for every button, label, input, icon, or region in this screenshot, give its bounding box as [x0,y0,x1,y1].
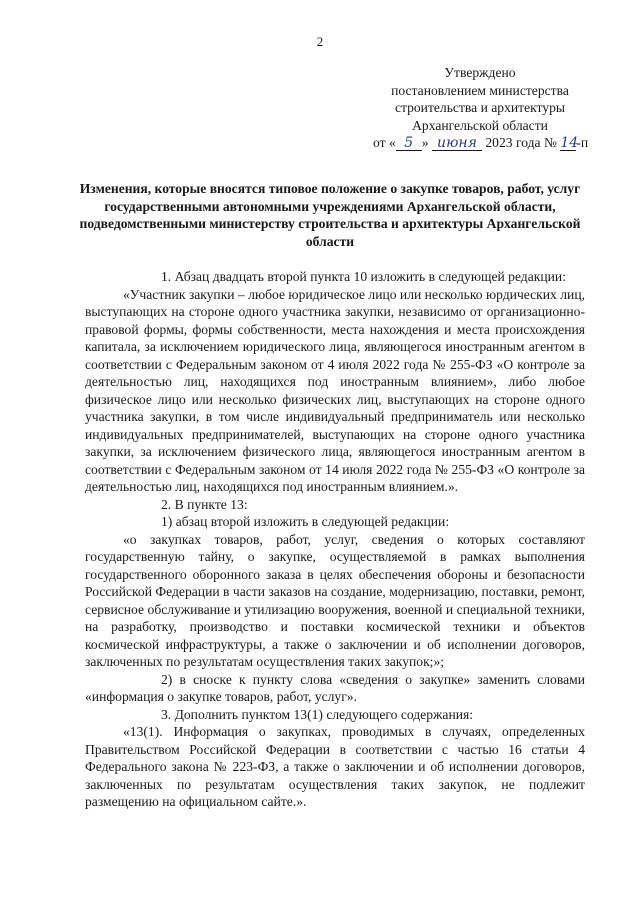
paragraph-4: 1) абзац второй изложить в следующей редакции: [161,514,450,529]
approval-block [355,64,605,152]
approval-line-2: постановлением министерства [391,82,569,98]
paragraph-2: «Участник закупки – любое юридическое лицо или несколько юрдических лиц, выступающих на стороне одного участника закупки, независимо от организационно-правовой формы, формы собственности, места нахождения и места происхождения капитала, за исключением юридического лица, являющегося иностранным агентом в соответствии с Федеральным законом от 4 июля 2022 года № 255-ФЗ «О контроле за деятельностью лиц, находящихся под иностранным влиянием», либо любое физическое лицо или несколько физических лиц, выступающих на стороне одного участника закупки, в том числе индивидуальный предприниматель или несколько индивидуальных предпринимателей, выступающих на стороне одного участника закупки, за исключением физического лица, являющегося иностранным агентом в соответствии с Федеральным законом от 14 июля 2022 года № 255-ФЗ «О контроле за деятельностью лиц, находящихся под иностранным влиянием.». [85,286,585,494]
document-title: Изменения, которые вносятся типовое положение о закупке товаров, работ, услуг государственными автономными учреждениями Архангельской области, подведомственными министерству строительства и архитектуры Архангельской области [79,181,581,249]
paragraph-3: 2. В пункте 13: [161,496,248,512]
handwritten-day: 5 [396,136,422,151]
paragraph-8: «13(1). Информация о закупках, проводимых в случаях, определенных Правительством Российской Федерации в соответствии с частью 16 статьи 4 Федерального закона № 223-ФЗ, а также о заключении и об исполнении договоров, заключенных по результатам осуществления таких закупок, не подлежит размещению на официальном сайте.». [85,724,585,809]
approval-date-line [355,134,605,152]
handwritten-month: июня [432,136,482,151]
handwritten-number: 14 [560,135,579,151]
date-prefix: от « [373,135,396,150]
approval-line-3: строительства и архитектуры [394,100,566,115]
paragraph-5: «о закупках товаров, работ, услуг, сведения о которых составляют государственную тайну, о закупке, осуществляемой в рамках выполнения государственного оборонного заказа в целях обеспечения обороны и безопасности Российской Федерации в части заказов на создание, модернизацию, поставки, ремонт, сервисное обслуживание и утилизацию вооружения, военной и специальной техники, на разработку, производство и поставки космической техники и объектов космической инфраструктуры, а также о заключении и об исполнении договоров, заключенных по результатам осуществления таких закупок;»; [85,531,585,669]
date-mid: » [421,135,429,150]
paragraph-1: 1. Абзац двадцать второй пункта 10 изложить в следующей редакции: [161,269,566,284]
paragraph-6: 2) в сноске к пункту слова «сведения о закупке» заменить словами «информация о закупке товаров, работ, услуг». [85,671,585,704]
approval-line-4: Архангельской области [412,117,548,133]
approval-line-1: Утверждено [444,65,516,80]
paragraph-7: 3. Дополнить пунктом 13(1) следующего содержания: [161,706,474,722]
page-number: 2 [316,34,324,49]
number-suffix: -п [576,135,589,150]
document-body [85,268,585,811]
date-year: 2023 года № [485,135,557,150]
